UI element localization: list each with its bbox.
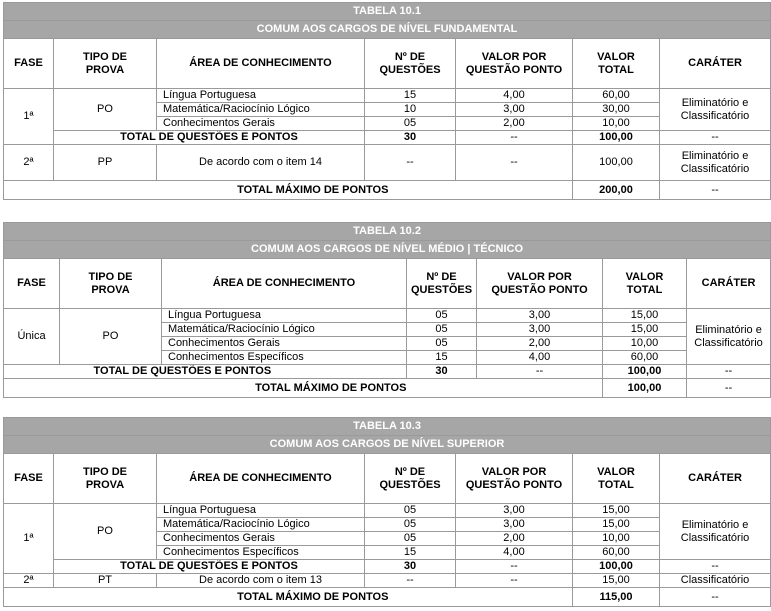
table-row [4, 504, 771, 518]
table-title: TABELA 10.1 [4, 3, 771, 21]
grand-total-row [4, 379, 771, 398]
subtotal-carater: -- [660, 131, 771, 145]
grand-total-value: 115,00 [573, 588, 660, 607]
fase-cell: 2ª [4, 574, 54, 588]
subtotal-valor: -- [456, 131, 573, 145]
table-10-2 [3, 222, 771, 398]
valor-cell: -- [456, 574, 573, 588]
table-subtitle: COMUM AOS CARGOS DE NÍVEL FUNDAMENTAL [4, 21, 771, 39]
area-cell: Língua Portuguesa [162, 309, 407, 323]
fase-cell: Única [4, 309, 60, 365]
col-valor-questao: VALOR POR QUESTÃO PONTO [456, 454, 573, 504]
grand-total-row [4, 181, 771, 200]
tipo-cell: PO [60, 309, 162, 365]
questoes-cell: 15 [365, 546, 456, 560]
table-title: TABELA 10.3 [4, 418, 771, 436]
col-questoes: Nº DE QUESTÕES [365, 454, 456, 504]
questoes-cell: 15 [365, 89, 456, 103]
total-cell: 10,00 [573, 532, 660, 546]
subtotal-row [4, 560, 771, 574]
questoes-cell: 05 [365, 532, 456, 546]
total-cell: 30,00 [573, 103, 660, 117]
valor-cell: 3,00 [477, 309, 603, 323]
table-10-1 [3, 2, 771, 200]
tipo-cell: PT [54, 574, 157, 588]
col-tipo: TIPO DE PROVA [54, 454, 157, 504]
valor-cell: 2,00 [456, 532, 573, 546]
area-cell: Conhecimentos Gerais [157, 532, 365, 546]
table-row [4, 574, 771, 588]
questoes-cell: -- [365, 574, 456, 588]
valor-cell: 3,00 [456, 504, 573, 518]
grand-total-value: 200,00 [573, 181, 660, 200]
valor-cell: 4,00 [456, 89, 573, 103]
subtotal-label: TOTAL DE QUESTÕES E PONTOS [54, 560, 365, 574]
area-cell: De acordo com o item 13 [157, 574, 365, 588]
subtotal-label: TOTAL DE QUESTÕES E PONTOS [54, 131, 365, 145]
area-cell: Conhecimentos Específicos [162, 351, 407, 365]
total-cell: 15,00 [573, 504, 660, 518]
carater-cell: Classificatório [660, 574, 771, 588]
col-tipo: TIPO DE PROVA [60, 259, 162, 309]
questoes-cell: 05 [407, 309, 477, 323]
total-cell: 10,00 [603, 337, 687, 351]
subtotal-label: TOTAL DE QUESTÕES E PONTOS [60, 365, 407, 379]
valor-cell: 3,00 [456, 518, 573, 532]
tipo-cell: PO [54, 504, 157, 560]
carater-cell: Eliminatório e Classificatório [660, 504, 771, 560]
subtotal-total: 100,00 [573, 131, 660, 145]
questoes-cell: 05 [365, 504, 456, 518]
area-cell: Língua Portuguesa [157, 504, 365, 518]
questoes-cell: 05 [365, 518, 456, 532]
col-carater: CARÁTER [687, 259, 771, 309]
grand-total-label: TOTAL MÁXIMO DE PONTOS [54, 588, 573, 607]
table-title: TABELA 10.2 [4, 223, 771, 241]
valor-cell: 2,00 [456, 117, 573, 131]
col-valor-questao: VALOR POR QUESTÃO PONTO [456, 39, 573, 89]
col-area: ÁREA DE CONHECIMENTO [157, 454, 365, 504]
grand-total-label: TOTAL MÁXIMO DE PONTOS [60, 379, 603, 398]
table-row [4, 309, 771, 323]
col-valor-total: VALOR TOTAL [603, 259, 687, 309]
grand-total-carater: -- [660, 588, 771, 607]
questoes-cell: 15 [407, 351, 477, 365]
total-cell: 60,00 [573, 546, 660, 560]
valor-cell: 3,00 [456, 103, 573, 117]
tipo-cell: PP [54, 145, 157, 181]
col-tipo: TIPO DE PROVA [54, 39, 157, 89]
valor-cell: 2,00 [477, 337, 603, 351]
total-cell: 60,00 [603, 351, 687, 365]
grand-total-carater: -- [660, 181, 771, 200]
carater-cell: Eliminatório e Classificatório [660, 145, 771, 181]
area-cell: Conhecimentos Específicos [157, 546, 365, 560]
subtotal-carater: -- [660, 560, 771, 574]
total-cell: 15,00 [603, 309, 687, 323]
col-valor-total: VALOR TOTAL [573, 39, 660, 89]
total-cell: 15,00 [573, 518, 660, 532]
col-questoes: Nº DE QUESTÕES [407, 259, 477, 309]
questoes-cell: 05 [365, 117, 456, 131]
grand-total-value: 100,00 [603, 379, 687, 398]
tipo-cell: PO [54, 89, 157, 131]
table-row [4, 89, 771, 103]
col-area: ÁREA DE CONHECIMENTO [157, 39, 365, 89]
area-cell: Matemática/Raciocínio Lógico [162, 323, 407, 337]
questoes-cell: 05 [407, 337, 477, 351]
col-valor-total: VALOR TOTAL [573, 454, 660, 504]
area-cell: Língua Portuguesa [157, 89, 365, 103]
fase-cell: 2ª [4, 145, 54, 181]
total-cell: 10,00 [573, 117, 660, 131]
col-area: ÁREA DE CONHECIMENTO [162, 259, 407, 309]
carater-cell: Eliminatório e Classificatório [687, 309, 771, 365]
col-carater: CARÁTER [660, 39, 771, 89]
total-cell: 60,00 [573, 89, 660, 103]
subtotal-total: 100,00 [573, 560, 660, 574]
table-10-3 [3, 417, 771, 607]
header-row [4, 39, 771, 89]
header-row [4, 454, 771, 504]
subtotal-row [4, 365, 771, 379]
valor-cell: 3,00 [477, 323, 603, 337]
col-questoes: Nº DE QUESTÕES [365, 39, 456, 89]
questoes-cell: 10 [365, 103, 456, 117]
table-row [4, 145, 771, 181]
carater-cell: Eliminatório e Classificatório [660, 89, 771, 131]
total-cell: 100,00 [573, 145, 660, 181]
col-fase: FASE [4, 454, 54, 504]
subtotal-total: 100,00 [603, 365, 687, 379]
questoes-cell: 05 [407, 323, 477, 337]
total-cell: 15,00 [573, 574, 660, 588]
area-cell: Conhecimentos Gerais [157, 117, 365, 131]
valor-cell: -- [456, 145, 573, 181]
total-cell: 15,00 [603, 323, 687, 337]
fase-cell: 1ª [4, 89, 54, 145]
table-subtitle: COMUM AOS CARGOS DE NÍVEL MÉDIO | TÉCNICO [4, 241, 771, 259]
subtotal-row [4, 131, 771, 145]
subtotal-valor: -- [456, 560, 573, 574]
valor-cell: 4,00 [456, 546, 573, 560]
subtotal-carater: -- [687, 365, 771, 379]
grand-total-row [4, 588, 771, 607]
area-cell: Conhecimentos Gerais [162, 337, 407, 351]
area-cell: De acordo com o item 14 [157, 145, 365, 181]
grand-total-carater: -- [687, 379, 771, 398]
col-valor-questao: VALOR POR QUESTÃO PONTO [477, 259, 603, 309]
col-fase: FASE [4, 39, 54, 89]
header-row [4, 259, 771, 309]
valor-cell: 4,00 [477, 351, 603, 365]
grand-total-label: TOTAL MÁXIMO DE PONTOS [54, 181, 573, 200]
area-cell: Matemática/Raciocínio Lógico [157, 103, 365, 117]
subtotal-valor: -- [477, 365, 603, 379]
subtotal-questoes: 30 [407, 365, 477, 379]
col-carater: CARÁTER [660, 454, 771, 504]
area-cell: Matemática/Raciocínio Lógico [157, 518, 365, 532]
table-subtitle: COMUM AOS CARGOS DE NÍVEL SUPERIOR [4, 436, 771, 454]
fase-cell: 1ª [4, 504, 54, 574]
col-fase: FASE [4, 259, 60, 309]
subtotal-questoes: 30 [365, 131, 456, 145]
questoes-cell: -- [365, 145, 456, 181]
subtotal-questoes: 30 [365, 560, 456, 574]
